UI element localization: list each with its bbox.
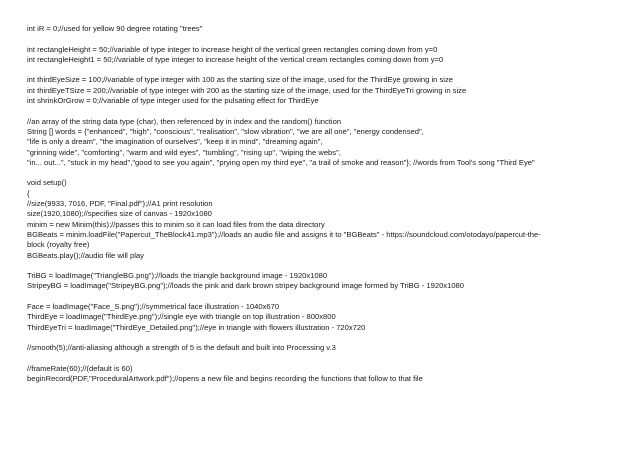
blank-line (27, 261, 627, 271)
blank-line (27, 34, 627, 44)
blank-line (27, 354, 627, 364)
code-document (27, 24, 627, 384)
code-line: //smooth(5);//anti-aliasing although a strength of 5 is the default and built into Processing v.3 (27, 343, 336, 353)
code-line: Face = loadImage("Face_S.png");//symmetrical face illustration - 1040x670 (27, 302, 280, 312)
code-line: int iR = 0;//used for yellow 90 degree rotating "trees" (27, 24, 203, 33)
blank-line (27, 65, 627, 75)
code-line: //an array of the string data type (char), then referenced by in index and the random() function (27, 116, 342, 126)
code-line: ThirdEye = loadImage("ThirdEye.png");//single eye with triangle on top illustration - 800x800 (27, 312, 336, 322)
code-line: size(1920,1080);//specifies size of canvas - 1920x1080 (27, 209, 212, 219)
code-line: void setup() (27, 178, 67, 188)
code-line: String [] words = {"enhanced", "high", "conscious", "realisation", "slow vibration", "we are all one", "energy condensed", (27, 126, 424, 136)
code-line: BGBeats = minim.loadFile("Papercut_TheBlock41.mp3");//loads an audio file and assigns it to "BGBeats" - https://soundcloud.com/otodayo/papercut-the- (27, 229, 541, 239)
blank-line (27, 292, 627, 302)
code-line: int shrinkOrGrow = 0;//variable of type integer used for the pulsating effect for ThirdEye (27, 96, 319, 106)
blank-line (27, 333, 627, 343)
code-line: "grinning wide", "comforting", "warm and wild eyes", "tumbling", "rising up", "wiping the webs", (27, 147, 341, 157)
code-line: StripeyBG = loadImage("StripeyBG.png");//loads the pink and dark brown stripey background image formed by TriBG - 1920x1080 (27, 281, 464, 291)
code-line: minim = new Minim(this);//passes this to minim so it can load files from the data directory (27, 219, 325, 229)
code-line: ThirdEyeTri = loadImage("ThirdEye_Detailed.png");//eye in triangle with flowers illustration - 720x720 (27, 322, 366, 332)
code-line: int thirdEyeTSize = 200;//variable of type integer with 200 as the starting size of the image, used for the ThirdEyeTri growing in size (27, 85, 467, 95)
code-line: int rectangleHeight = 50;//variable of type integer to increase height of the vertical green rectangles coming down from y=0 (27, 44, 438, 54)
code-line: BGBeats.play();//audio file will play (27, 250, 144, 260)
code-line: { (27, 188, 30, 198)
blank-line (27, 168, 627, 178)
code-line: "life is only a dream", "the imagination of ourselves", "keep it in mind", "dreaming again", (27, 137, 323, 147)
code-line: beginRecord(PDF,"ProceduralArtwork.pdf");//opens a new file and begins recording the functions that follow to that file (27, 374, 423, 384)
code-line: "in... out...", "stuck in my head","good to see you again", "prying open my third eye", "a trail of smoke and reason"}; //words from Tool's song "Third Eye" (27, 157, 535, 167)
code-line: block (royalty free) (27, 240, 90, 250)
code-line: int thirdEyeSize = 100;//variable of type integer with 100 as the starting size of the image, used for the ThirdEye growing in size (27, 75, 453, 85)
blank-line (27, 106, 627, 116)
code-line: TriBG = loadImage("TriangleBG.png");//loads the triangle background image - 1920x1080 (27, 271, 328, 281)
code-line: //frameRate(60);//(default is 60) (27, 363, 133, 373)
code-line: int rectangleHeight1 = 50;//variable of type integer to increase height of the vertical cream rectangles coming down from y=0 (27, 54, 444, 64)
code-line: //size(9933, 7016, PDF, "Final.pdf");//A1 print resolution (27, 199, 213, 209)
